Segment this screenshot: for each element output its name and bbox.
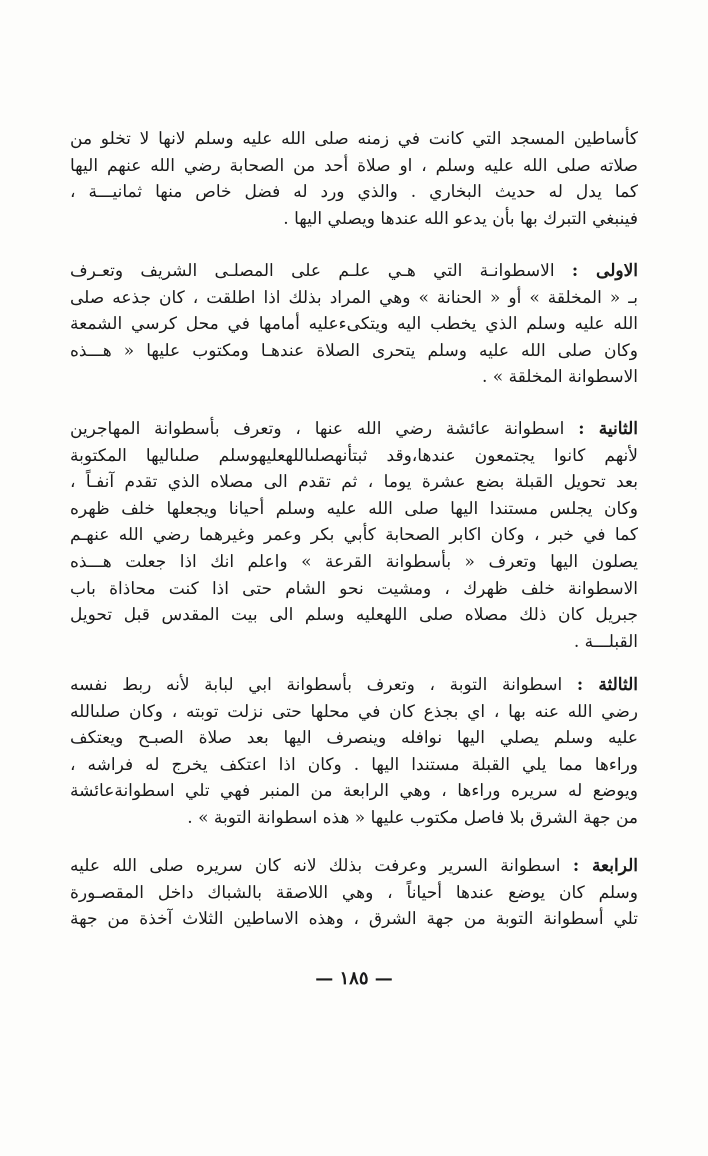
text-line: وسلم كان يوضع عندها أحياناً ، وهي اللاصقة بالشباك داخل المقصـورة [70,882,638,903]
text-line: عليه وسلم يصلي اليها نوافله وينصرف اليها بعد صلاة الصبـح ويعتكف [70,728,638,749]
text-line: من جهة الشرق بلا فاصل مكتوب عليها « هذه اسطوانة التوبة » . [187,807,638,828]
text-segment: اسطوانة التوبة ، وتعرف بأسطوانة ابي لبابة لأنه ربط نفسه [70,675,577,695]
text-line [70,672,638,699]
text-line: كما يدل له حديث البخاري . والذي ورد له فضل خاص منها ثمانيـــة ، [70,182,638,203]
text-line: تلي أسطوانة التوبة من جهة الشرق ، وهذه الاساطين الثلاث آخذة من جهة [70,909,638,930]
text-line [70,258,638,285]
text-line: صلاته صلى الله عليه وسلم ، او صلاة أحد من الصحابة رضي الله عنهم اليها [70,155,638,176]
section-fourth-pillar [70,853,638,933]
text-line: الله عليه وسلم الذي يخطب اليه ويتكىءعليه أمامها في محل كرسي الشمعة [70,314,638,335]
text-line: كما في خبر ، وكان اكابر الصحابة كأبي بكر وعمر وغيرهما رضي الله عنهـم [70,525,638,546]
text-line: وكان يجلس مستندا اليها صلى الله عليه وسلم أحيانا ويجعلها خلف ظهره [70,498,638,519]
text-line: وكان صلى الله عليه وسلم يتحرى الصلاة عندهـا ومكتوب عليها « هـــذه [70,340,638,361]
section-heading: الثالثة : [576,675,638,695]
text-line: جبريل كان ذلك مصلاه صلى اللهعليه وسلم الى بيت المقدس قبل تحويل [70,605,638,626]
intro-paragraph [70,126,638,232]
section-third-pillar [70,672,638,832]
text-line [70,416,638,443]
section-heading: الرابعة : [572,856,638,876]
text-segment: اسطوانة السرير وعرفت بذلك لانه كان سريره صلى الله عليه [70,856,573,876]
text-line: كأساطين المسجد التي كانت في زمنه صلى الله عليه وسلم لانها لا تخلو من [70,129,638,149]
text-segment: الاسطوانـة التي هـي علـم على المصلـى الشريف وتعـرف [70,261,572,281]
text-line: فينبغي التبرك بها بأن يدعو الله عندها ويصلي اليها . [283,208,638,229]
text-line: يصلون اليها وتعرف « بأسطوانة القرعة » واعلم انك اذا جعلت هـــذه [70,551,638,572]
section-second-pillar [70,416,638,655]
text-line: الاسطوانة خلف ظهرك ، ومشيت نحو الشام حتى اذا كنت محاذاة باب [70,578,638,599]
section-heading: الاولى : [571,261,638,281]
text-segment: اسطوانة عائشة رضي الله عنها ، وتعرف بأسطوانة المهاجرين [70,419,579,439]
text-line: بعد تحويل القبلة بضع عشرة يوما ، ثم تقدم الى مصلاه الذي تقدم آنفـاً ، [70,472,638,493]
text-line: رضي الله عنه بها ، اي بجذع كان في محلها حتى نزلت توبته ، وكان صلىالله [70,701,638,722]
text-line: لأنهم كانوا يجتمعون عندها،وقد ثبتأنهصلىاللهعليهوسلم صلىاليها المكتوبة [70,445,638,466]
text-line: الاسطوانة المخلقة » . [481,367,638,388]
text-line [70,853,638,880]
section-first-pillar [70,258,638,391]
text-line: القبلـــة . [573,631,638,652]
text-line: وراءها مما يلي القبلة مستندا اليها . وكان اذا اعتكف يخرج له فراشه ، [70,754,638,775]
text-line: بـ « المخلقة » أو « الحنانة » وهي المراد بذلك اذا اطلقت ، كان جذعه صلى [70,287,638,308]
text-line: ويوضع له سريره وراءها ، وهي الرابعة من المنبر فهي تلي اسطوانةعائشة [70,781,638,802]
section-heading: الثانية : [578,419,638,439]
page-number: — ١٨٥ — [315,968,393,989]
